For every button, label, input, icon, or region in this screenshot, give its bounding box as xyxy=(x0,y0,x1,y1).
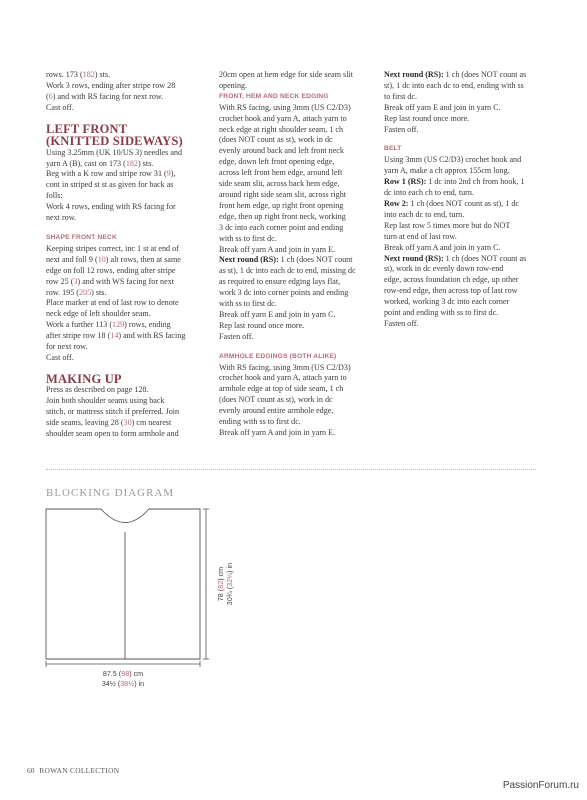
size-variant: 9 xyxy=(166,169,171,179)
text-line: work 3 dc into corner points and ending xyxy=(219,288,349,298)
text-line: With RS facing, using 3mm (US C2/D3) xyxy=(219,362,351,372)
step-label: Next round (RS): xyxy=(384,253,444,263)
width-label-cm: 87.5 (98) cm xyxy=(102,669,144,678)
text-line: neck edge of left shoulder seam. xyxy=(46,309,151,319)
text-line: after stripe row 18 (14) and with RS facing xyxy=(46,331,186,341)
text-line: Next round (RS): 1 ch (does NOT count as xyxy=(384,70,527,79)
text-line: st), 1 dc into each dc to end, ending with ss xyxy=(384,80,524,90)
text-line: Fasten off. xyxy=(219,331,254,341)
text-line: Fasten off. xyxy=(384,124,419,134)
text-line: next and foll 9 (10) alt rows, then at same xyxy=(46,254,181,264)
text-line: Cast off. xyxy=(46,102,74,112)
text-line: ending with ss to first dc. xyxy=(219,417,301,427)
text-line: around right side seam slit, across right xyxy=(219,189,347,199)
text-line: as st), 1 dc into each dc to end, missing dc xyxy=(219,266,356,276)
text-line: Break off yarn E and join in yarn C. xyxy=(384,102,501,112)
text-line: crochet hook and yarn A, attach yarn to xyxy=(219,373,347,383)
text-line: With RS facing, using 3mm (US C2/D3) xyxy=(219,102,351,112)
text-line: Next round (RS): 1 ch (does NOT count xyxy=(219,255,353,265)
text-line: Keeping stripes correct, inc 1 st at end of xyxy=(46,243,179,253)
shape-front-neck-heading: SHAPE FRONT NECK xyxy=(46,233,117,241)
text-line: Next round (RS): 1 ch (does NOT count as xyxy=(384,253,527,263)
blocking-diagram-title: BLOCKING DIAGRAM xyxy=(46,487,175,499)
footer-brand: ROWAN COLLECTION xyxy=(39,766,120,775)
text-line: 3 dc into each corner point and ending xyxy=(219,222,344,232)
text-line: Using 3.25mm (UK 10/US 3) needles and xyxy=(46,147,183,157)
width-label-in: 34½ (38½) in xyxy=(101,679,145,688)
text-line: edge, down left front opening edge, xyxy=(219,157,335,167)
step-label: Row 1 (RS): xyxy=(384,177,427,187)
text-line: shoulder seam open to form armhole and xyxy=(46,428,179,438)
step-label: Next round (RS): xyxy=(219,255,279,265)
garment-outline xyxy=(46,509,200,659)
page-footer xyxy=(27,766,119,775)
text-line: st), work in dc evenly down row-end xyxy=(384,264,504,274)
text-line: cont in striped st st as given for back as xyxy=(46,180,174,190)
text-line: Rep last row 5 times more but do NOT xyxy=(384,220,511,230)
size-variant: 182 xyxy=(125,158,138,168)
size-variant: 30 xyxy=(123,418,132,428)
size-variant: 205 xyxy=(78,287,92,297)
step-label: Next round (RS): xyxy=(384,70,444,79)
height-label-in: 30¾ (32¼) in xyxy=(225,562,234,606)
watermark: PassionForum.ru xyxy=(502,780,579,791)
text-line: row. 195 (205) sts. xyxy=(46,287,107,297)
text-line: row-end edge, then across top of last row xyxy=(384,286,518,296)
text-line: edge on foll 12 rows, ending after stripe xyxy=(46,265,176,275)
text-line: across left front hem edge, around left xyxy=(219,168,343,178)
belt-heading: BELT xyxy=(384,145,402,153)
size-variant: 10 xyxy=(97,254,106,264)
text-line: rows. 173 (182) sts. xyxy=(46,70,111,79)
text-line: side seam slit, across back hem edge, xyxy=(219,179,340,189)
text-line: point and ending with ss to first dc. xyxy=(384,308,499,318)
text-line: to first dc. xyxy=(384,91,418,101)
text-line: Row 2: 1 ch (does NOT count as st), 1 dc xyxy=(384,198,519,208)
text-line: Work 4 rows, ending with RS facing for xyxy=(46,202,176,212)
col2-intro-line2: opening. xyxy=(219,80,248,90)
text-line: evenly around back and left front neck xyxy=(219,146,344,156)
text-line: evenly around entire armhole edge, xyxy=(219,406,334,416)
text-line: (does NOT count as st), work in dc xyxy=(219,135,333,145)
text-line: Fasten off. xyxy=(384,318,419,328)
text-line: side seams, leaving 28 (30) cm nearest xyxy=(46,418,172,428)
text-line: dc into each ch to end, turn. xyxy=(384,188,474,198)
text-line: next row. xyxy=(46,213,77,223)
text-line: Break off yarn E and join in yarn C. xyxy=(219,309,336,319)
text-line: Break off yarn A and join in yarn E. xyxy=(219,428,336,437)
text-line: row 25 (3) and with WS facing for next xyxy=(46,276,174,286)
text-line: crochet hook and yarn A, attach yarn to xyxy=(219,113,347,123)
text-line: turn at end of last row. xyxy=(384,231,457,241)
col2-intro-line1: 20cm open at hem edge for side seam slit xyxy=(219,70,353,79)
text-line: Work 3 rows, ending after stripe row 28 xyxy=(46,80,176,90)
text-line: with ss to first dc. xyxy=(219,299,277,309)
text-line: yarn A, make a ch approx 155cm long. xyxy=(384,166,510,176)
page-number: 60 xyxy=(27,766,35,775)
text-line: Join both shoulder seams using back xyxy=(46,396,165,406)
size-variant: 14 xyxy=(110,331,119,341)
text-line: Press as described on page 128. xyxy=(46,385,149,395)
text-line: Rep last round once more. xyxy=(219,320,305,330)
text-line: edge, then up right front neck, working xyxy=(219,211,346,221)
size-variant: 3 xyxy=(73,276,78,286)
text-line: Break off yarn A and join in yarn C. xyxy=(384,242,501,252)
text-line: Cast off. xyxy=(46,352,74,362)
text-line: stitch, or mattress stitch if preferred. Join xyxy=(46,407,180,417)
text-line: (6) and with RS facing for next row. xyxy=(46,91,164,101)
text-line: worked, working 3 dc into each corner xyxy=(384,297,510,307)
text-line: Place marker at end of last row to denote xyxy=(46,298,179,308)
text-line: Rep last round once more. xyxy=(384,113,470,123)
text-line: Row 1 (RS): 1 dc into 2nd ch from hook, 1 xyxy=(384,177,525,187)
text-line: edge, across foundation ch edge, up other xyxy=(384,275,519,285)
text-line: into each dc to end, turn. xyxy=(384,209,465,219)
text-line: (does NOT count as st), work in dc xyxy=(219,395,333,405)
size-variant: 129 xyxy=(112,320,125,330)
text-line: with ss to first dc. xyxy=(219,233,277,243)
text-line: for next row. xyxy=(46,342,88,352)
size-variant: 6 xyxy=(48,91,53,101)
text-line: armhole edge at top of side seam, 1 ch xyxy=(219,384,344,394)
height-label-cm: 78 (82) cm xyxy=(216,566,225,602)
armhole-edgings-heading: ARMHOLE EDGINGS (BOTH ALIKE) xyxy=(219,352,337,360)
text-line: as required to ensure edging lays flat, xyxy=(219,277,341,287)
text-line: Break off yarn A and join in yarn E. xyxy=(219,244,336,254)
text-line: folls: xyxy=(46,191,63,201)
text-line: Work a further 113 (129) rows, ending xyxy=(46,320,171,330)
left-front-heading-line1: LEFT FRONT xyxy=(46,121,128,136)
text-line: front hem edge, up right front opening xyxy=(219,200,344,210)
text-line: Using 3mm (US C2/D3) crochet hook and xyxy=(384,155,522,165)
text-line: yarn A (B), cast on 173 (182) sts. xyxy=(46,158,154,168)
making-up-heading: MAKING UP xyxy=(46,371,122,386)
size-variant: 182 xyxy=(82,70,95,79)
left-front-heading-line2: (KNITTED SIDEWAYS) xyxy=(46,134,183,149)
text-line: neck edge at right shoulder seam, 1 ch xyxy=(219,124,344,134)
step-label: Row 2: xyxy=(384,198,409,208)
text-line: Beg with a K row and stripe row 31 (9), xyxy=(46,169,176,179)
front-hem-neck-edging-heading: FRONT, HEM AND NECK EDGING xyxy=(219,92,329,100)
